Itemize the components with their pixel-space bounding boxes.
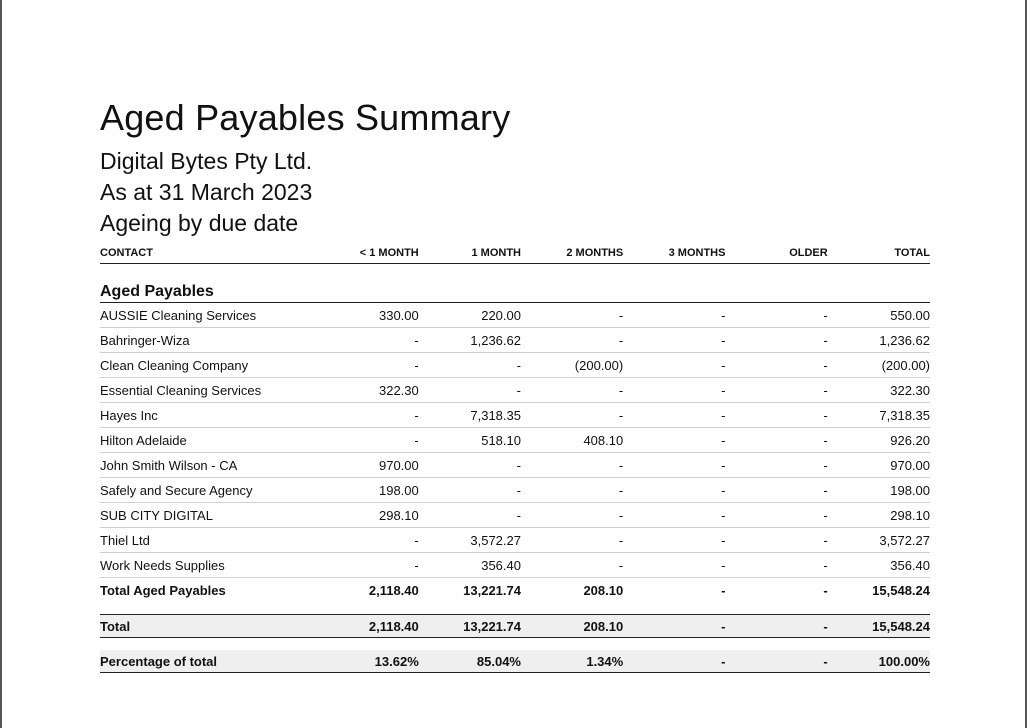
amount-cell: -: [623, 403, 725, 428]
contact-cell: John Smith Wilson - CA: [100, 453, 317, 478]
amount-cell: -: [623, 378, 725, 403]
amount-cell: -: [721, 582, 726, 598]
amount-cell: -: [419, 478, 521, 503]
amount-cell: -: [725, 303, 827, 328]
amount-cell: -: [521, 328, 623, 353]
amount-cell: -: [725, 328, 827, 353]
section-title: Aged Payables: [100, 282, 930, 303]
contact-cell: Essential Cleaning Services: [100, 378, 317, 403]
amount-cell: -: [725, 478, 827, 503]
table-row: [100, 428, 930, 453]
amount-cell: 926.20: [828, 428, 930, 453]
amount-cell: -: [317, 353, 419, 378]
col-header-total: TOTAL: [828, 241, 930, 264]
table-row: [100, 503, 930, 528]
contact-cell: Clean Cleaning Company: [100, 353, 317, 378]
amount-cell: -: [725, 615, 827, 638]
amount-cell: 408.10: [521, 428, 623, 453]
contact-cell: Thiel Ltd: [100, 528, 317, 553]
amount-cell: -: [521, 303, 623, 328]
amount-cell: -: [521, 403, 623, 428]
table-row: [100, 403, 930, 428]
contact-cell: Hilton Adelaide: [100, 428, 317, 453]
amount-cell: -: [521, 453, 623, 478]
amount-cell: -: [623, 328, 725, 353]
amount-cell: 2,118.40: [368, 582, 419, 598]
amount-cell: (200.00): [521, 353, 623, 378]
contact-cell: Total Aged Payables: [100, 582, 226, 598]
amount-cell: 298.10: [828, 503, 930, 528]
amount-cell: 322.30: [828, 378, 930, 403]
amount-cell: 7,318.35: [419, 403, 521, 428]
amount-cell: 970.00: [317, 453, 419, 478]
table-row: [100, 528, 930, 553]
amount-cell: 550.00: [828, 303, 930, 328]
amount-cell: -: [623, 303, 725, 328]
amount-cell: 1,236.62: [828, 328, 930, 353]
contact-cell: Work Needs Supplies: [100, 553, 317, 578]
ageing-basis: Ageing by due date: [100, 210, 299, 236]
amount-cell: 330.00: [317, 303, 419, 328]
amount-cell: -: [725, 428, 827, 453]
amount-cell: -: [623, 615, 725, 638]
amount-cell: 198.00: [317, 478, 419, 503]
amount-cell: -: [623, 650, 725, 673]
amount-cell: 518.10: [419, 428, 521, 453]
amount-cell: -: [623, 428, 725, 453]
amount-cell: -: [317, 553, 419, 578]
amount-cell: -: [521, 528, 623, 553]
contact-cell: Hayes Inc: [100, 403, 317, 428]
col-header-2-months: 2 MONTHS: [521, 241, 623, 264]
amount-cell: -: [521, 503, 623, 528]
amount-cell: 198.00: [828, 478, 930, 503]
amount-cell: -: [419, 378, 521, 403]
amount-cell: -: [725, 528, 827, 553]
amount-cell: -: [317, 428, 419, 453]
amount-cell: 15,548.24: [828, 615, 930, 638]
amount-cell: -: [623, 353, 725, 378]
section-header-row: [100, 282, 930, 303]
amount-cell: 13,221.74: [419, 615, 521, 638]
contact-cell: AUSSIE Cleaning Services: [100, 303, 317, 328]
amount-cell: 356.40: [828, 553, 930, 578]
contact-cell: SUB CITY DIGITAL: [100, 503, 317, 528]
amount-cell: 208.10: [521, 615, 623, 638]
company-name: Digital Bytes Pty Ltd.: [100, 148, 313, 174]
amount-cell: 85.04%: [419, 650, 521, 673]
subtotal-row: [100, 578, 930, 603]
amount-cell: -: [317, 328, 419, 353]
table-row: [100, 328, 930, 353]
amount-cell: -: [725, 553, 827, 578]
amount-cell: -: [521, 553, 623, 578]
amount-cell: -: [317, 403, 419, 428]
amount-cell: 3,572.27: [419, 528, 521, 553]
amount-cell: 100.00%: [828, 650, 930, 673]
total-row: [100, 615, 930, 638]
amount-cell: -: [623, 553, 725, 578]
col-header-lt-1-month: < 1 MONTH: [317, 241, 419, 264]
amount-cell: 13,221.74: [463, 582, 521, 598]
amount-cell: -: [623, 503, 725, 528]
col-header-contact: CONTACT: [100, 241, 317, 264]
amount-cell: -: [725, 453, 827, 478]
amount-cell: 13.62%: [317, 650, 419, 673]
amount-cell: 7,318.35: [828, 403, 930, 428]
amount-cell: 298.10: [317, 503, 419, 528]
amount-cell: -: [823, 582, 828, 598]
col-header-3-months: 3 MONTHS: [623, 241, 725, 264]
amount-cell: 220.00: [419, 303, 521, 328]
table-row: [100, 353, 930, 378]
amount-cell: -: [725, 353, 827, 378]
amount-cell: 15,548.24: [872, 582, 930, 598]
amount-cell: -: [725, 403, 827, 428]
table-row: [100, 478, 930, 503]
contact-cell: Safely and Secure Agency: [100, 478, 317, 503]
amount-cell: 1,236.62: [419, 328, 521, 353]
amount-cell: -: [419, 453, 521, 478]
amount-cell: -: [521, 378, 623, 403]
amount-cell: -: [725, 378, 827, 403]
amount-cell: -: [521, 478, 623, 503]
table-row: [100, 553, 930, 578]
amount-cell: 1.34%: [521, 650, 623, 673]
table-row: [100, 378, 930, 403]
amount-cell: -: [623, 478, 725, 503]
amount-cell: 208.10: [583, 582, 624, 598]
amount-cell: -: [623, 528, 725, 553]
amount-cell: 356.40: [419, 553, 521, 578]
amount-cell: -: [419, 503, 521, 528]
amount-cell: -: [419, 353, 521, 378]
as-at-date: As at 31 March 2023: [100, 179, 313, 205]
amount-cell: -: [725, 650, 827, 673]
amount-cell: 970.00: [828, 453, 930, 478]
col-header-1-month: 1 MONTH: [419, 241, 521, 264]
col-header-older: OLDER: [725, 241, 827, 264]
contact-cell: Percentage of total: [100, 650, 317, 673]
aged-payables-report: [100, 96, 930, 673]
contact-cell: Bahringer-Wiza: [100, 328, 317, 353]
amount-cell: -: [623, 453, 725, 478]
amount-cell: 3,572.27: [828, 528, 930, 553]
table-row: [100, 453, 930, 478]
amount-cell: 322.30: [317, 378, 419, 403]
amount-cell: -: [725, 503, 827, 528]
amount-cell: -: [317, 528, 419, 553]
aged-payables-table: [100, 241, 930, 673]
amount-cell: 2,118.40: [317, 615, 419, 638]
table-row: [100, 303, 930, 328]
contact-cell: Total: [100, 615, 317, 638]
percentage-row: [100, 650, 930, 673]
report-title: Aged Payables Summary: [100, 97, 511, 138]
amount-cell: (200.00): [828, 353, 930, 378]
table-header-row: [100, 241, 930, 264]
report-subtitles: [100, 146, 930, 239]
